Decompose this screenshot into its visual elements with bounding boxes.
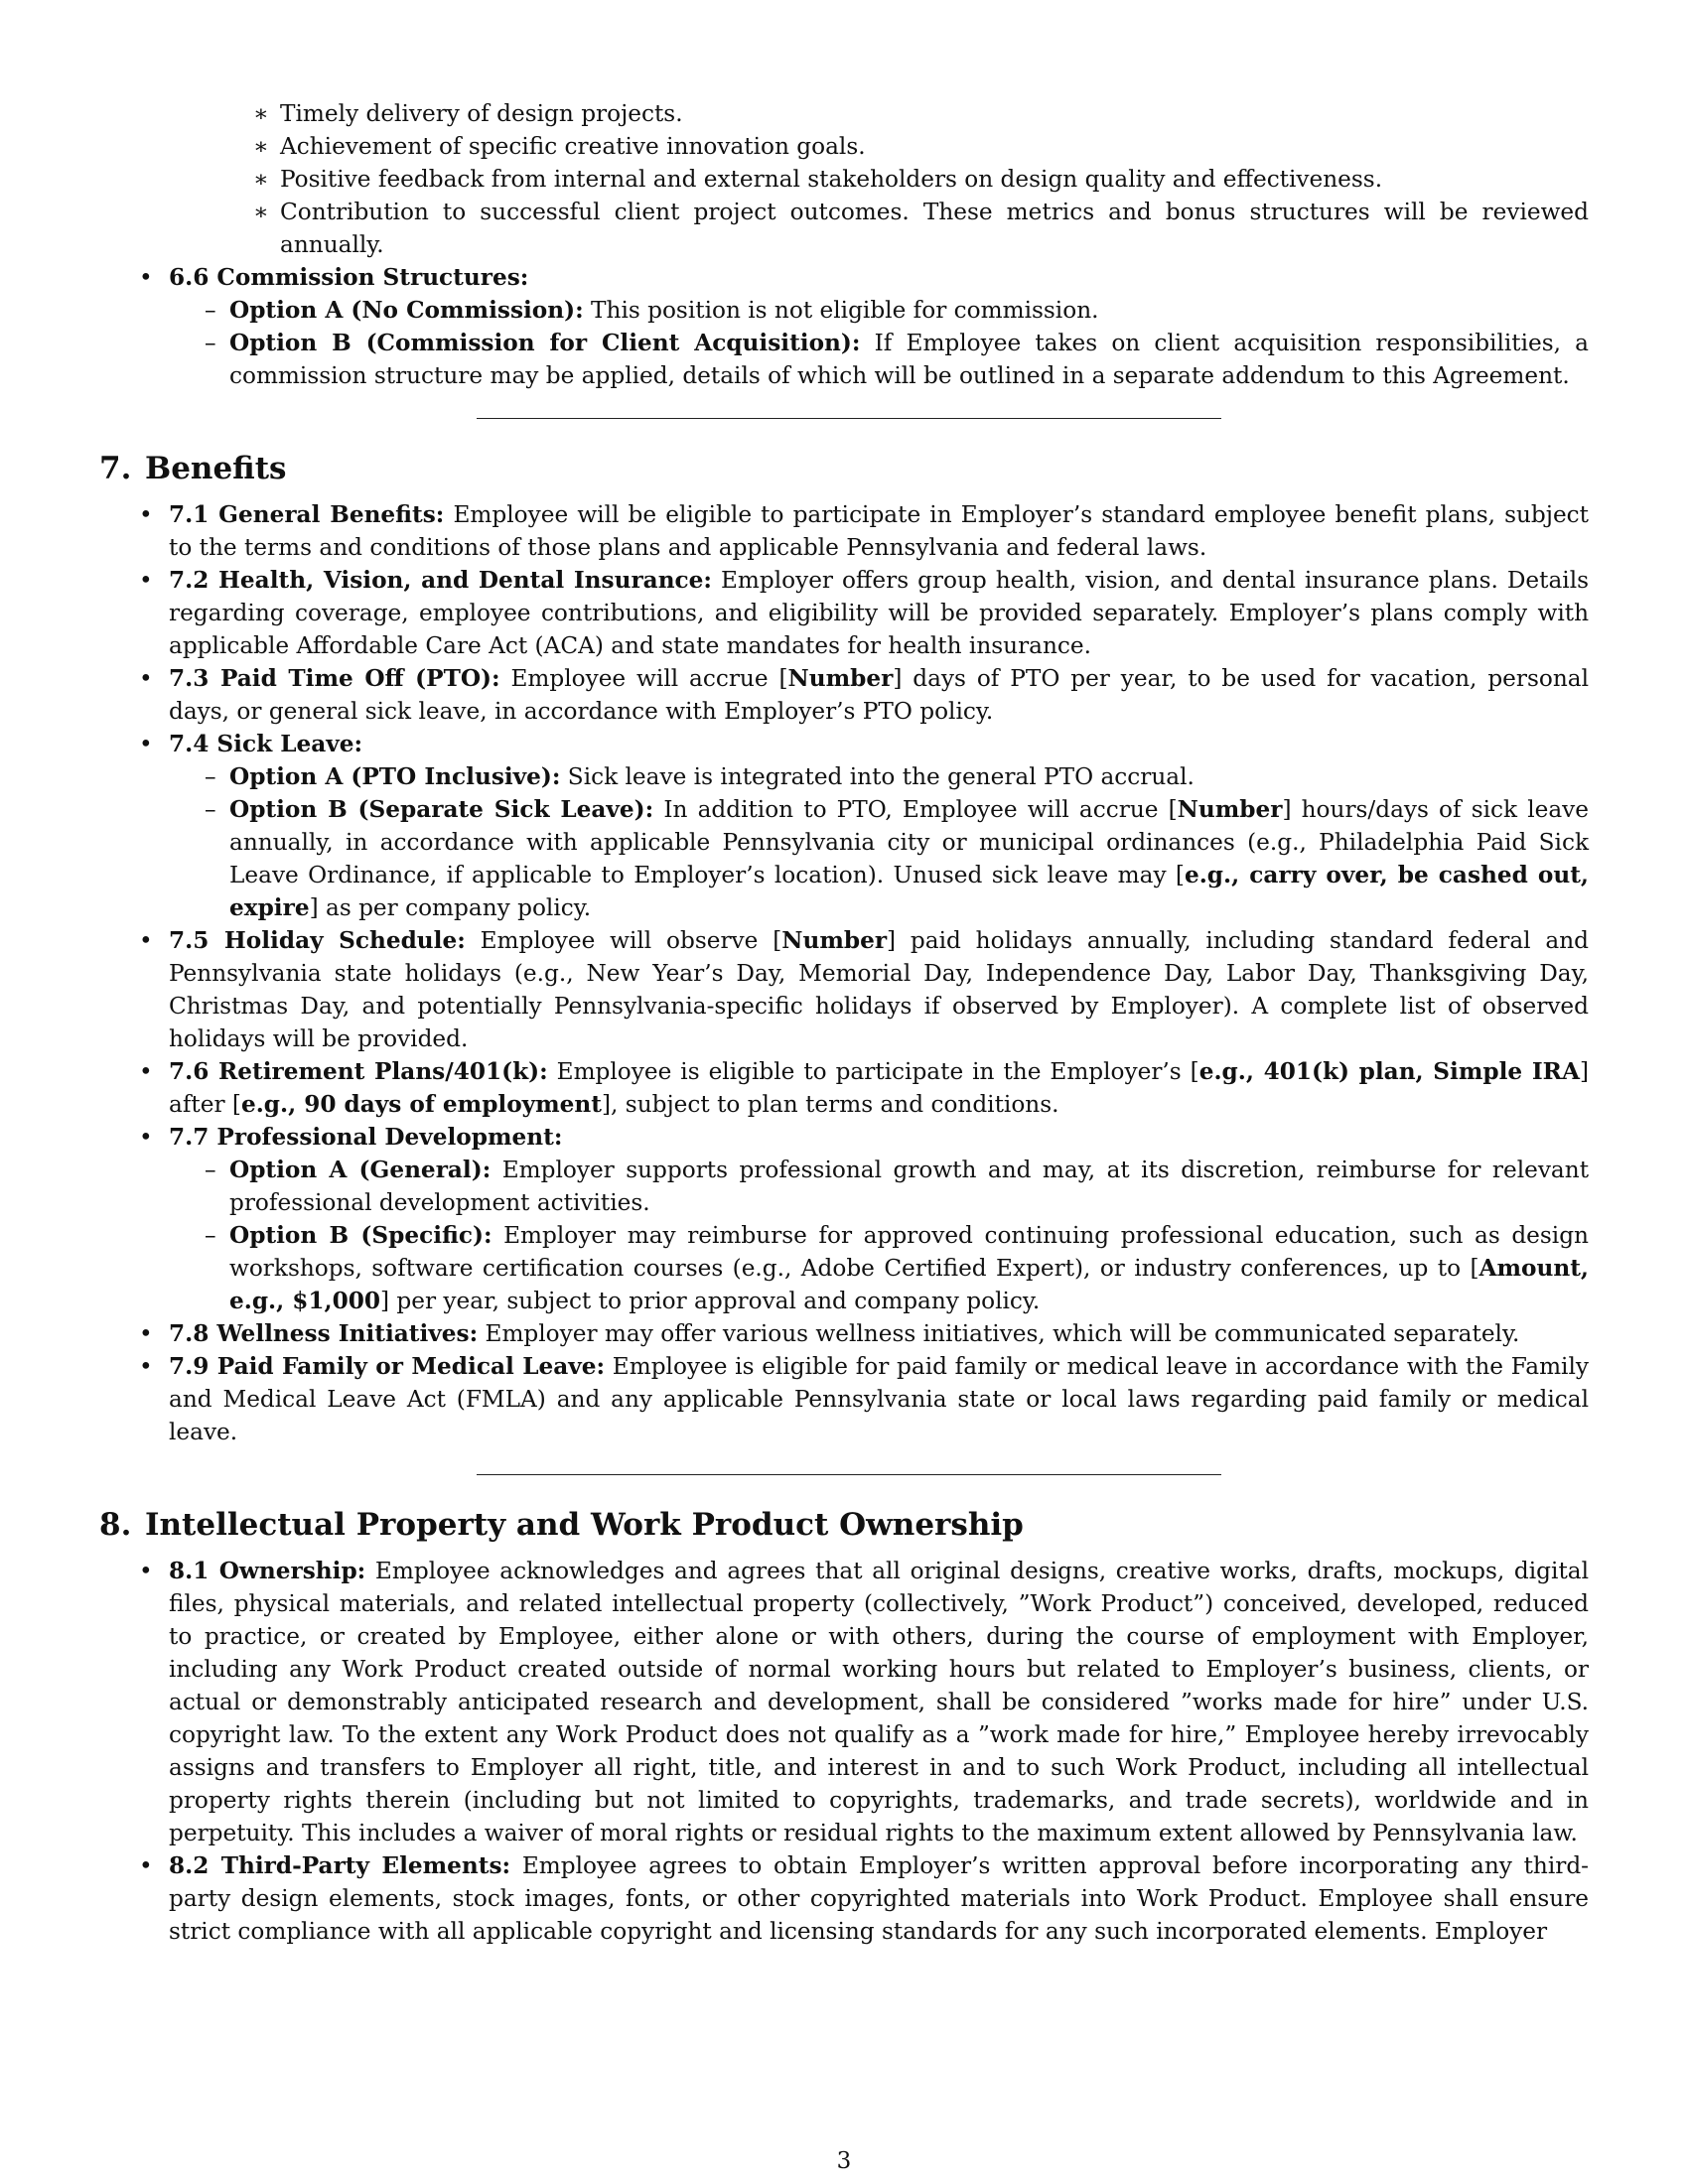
list-item: ∗ Achievement of specific creative innovation goals. [99, 130, 1589, 163]
list-item-8-2 [99, 1849, 1589, 1948]
section-title: Intellectual Property and Work Product Ownership [145, 1507, 1024, 1543]
list-item-7-7-b [99, 1219, 1589, 1317]
item-text: Employer may reimburse for approved continuing professional education, such as design workshops, software certification courses (e.g., Adobe Certified Expert), or industry conferences, up to [ [229, 1222, 1589, 1282]
section-heading-benefits [99, 449, 1589, 488]
item-label: Option B (Specific): [229, 1222, 492, 1249]
section-heading-ip [99, 1505, 1589, 1545]
list-item-7-7 [99, 1121, 1589, 1154]
item-label: 7.9 Paid Family or Medical Leave: [169, 1353, 606, 1380]
item-text: Employer supports professional growth and may, at its discretion, reimburse for relevant professional development activities. [229, 1157, 1590, 1216]
item-text: ] days of PTO per year, to be used for vacation, personal days, or general sick leave, in accordance with Employer’s PTO policy. [169, 665, 1589, 725]
item-text: Employee will accrue [ [499, 665, 788, 692]
metrics-list [99, 97, 1589, 261]
ip-list [99, 1555, 1589, 1948]
section-title: Benefits [145, 451, 287, 486]
item-text: ] as per company policy. [309, 894, 592, 921]
section-6-6 [99, 261, 1589, 392]
placeholder-field: e.g., carry over, be cashed out, expire [229, 862, 1590, 921]
item-text: Sick leave is integrated into the general PTO accrual. [560, 763, 1195, 790]
item-label: 7.7 Professional Development: [169, 1124, 563, 1151]
item-text: If Employee takes on client acquisition responsibilities, a commission structure may be applied, details of which will be outlined in a separate addendum to this Agreement. [229, 330, 1589, 389]
item-label: 7.4 Sick Leave: [169, 731, 363, 757]
list-item-6-6-b [99, 327, 1589, 392]
list-item-7-5 [99, 924, 1589, 1055]
list-item-7-4-a [99, 760, 1589, 793]
item-label: Option A (PTO Inclusive): [229, 763, 561, 790]
item-text: ] paid holidays annually, including standard federal and Pennsylvania state holidays (e.g., New Year’s Day, Memorial Day, Independence Day, Labor Day, Thanksgiving Day, Christmas Day, and potentially Pennsylvania-specific holidays if observed by Employer). A complete list of observed holidays will be provided. [169, 927, 1589, 1052]
item-label: Option B (Separate Sick Leave): [229, 796, 654, 823]
section-number: 7. [99, 451, 132, 486]
item-label: 7.8 Wellness Initiatives: [169, 1320, 479, 1347]
item-text: Employee acknowledges and agrees that all original designs, creative works, drafts, mockups, digital files, physical materials, and related intellectual property (collectively, ”Work Product”) conceived, developed, reduced to practice, or created by Employee, either alone or with others, during the course of employment with Employer, including any Work Product created outside of normal working hours but related to Employer’s business, clients, or actual or demonstrably anticipated research and development, shall be considered ”works made for hire” under U.S. copyright law. To the extent any Work Product does not qualify as a ”work made for hire,” Employee hereby irrevocably assigns and transfers to Employer all right, title, and interest in and to such Work Product, including all intellectual property rights therein (including but not limited to copyrights, trademarks, and trade secrets), worldwide and in perpetuity. This includes a waiver of moral rights or residual rights to the maximum extent allowed by Pennsylvania law. [169, 1558, 1589, 1846]
placeholder-field: e.g., 401(k) plan, Simple IRA [1198, 1058, 1580, 1085]
item-text: Employer offers group health, vision, and dental insurance plans. Details regarding coverage, employee contributions, and eligibility will be provided separately. Employer’s plans comply with applicable Affordable Care Act (ACA) and state mandates for health insurance. [169, 567, 1590, 659]
placeholder-field: Number [781, 927, 888, 954]
list-item-7-4 [99, 728, 1589, 760]
item-label: Option A (No Commission): [229, 297, 584, 324]
list-item: ∗ Positive feedback from internal and external stakeholders on design quality and effectiveness. [99, 163, 1589, 196]
item-text: ] per year, subject to prior approval and company policy. [380, 1288, 1041, 1314]
placeholder-field: Number [787, 665, 894, 692]
list-item-7-7-a [99, 1154, 1589, 1219]
item-label: Option B (Commission for Client Acquisition): [229, 330, 861, 356]
item-text: This position is not eligible for commission. [583, 297, 1099, 324]
item-label: 6.6 Commission Structures: [169, 264, 529, 291]
page-number: 3 [836, 2148, 852, 2174]
section-number: 8. [99, 1507, 132, 1543]
item-text: ] hours/days of sick leave annually, in accordance with applicable Pennsylvania city or municipal ordinances (e.g., Philadelphia Paid Sick Leave Ordinance, if applicable to Employer’s location). Unused sick leave may [ [229, 796, 1589, 888]
item-text: Employee is eligible to participate in the Employer’s [ [547, 1058, 1199, 1085]
item-label: Option A (General): [229, 1157, 492, 1183]
item-label: 7.2 Health, Vision, and Dental Insurance: [169, 567, 712, 594]
placeholder-field: Number [1177, 796, 1283, 823]
item-label: 7.3 Paid Time Off (PTO): [169, 665, 500, 692]
item-text: ], subject to plan terms and conditions. [602, 1091, 1059, 1118]
item-label: 7.5 Holiday Schedule: [169, 927, 466, 954]
list-item-7-2 [99, 564, 1589, 662]
item-text: In addition to PTO, Employee will accrue [ [653, 796, 1178, 823]
item-text: Employee will observe [ [465, 927, 782, 954]
placeholder-field: e.g., 90 days of employment [240, 1091, 603, 1118]
list-item-7-6 [99, 1055, 1589, 1121]
document-page [99, 97, 1589, 1948]
item-label: 8.2 Third-Party Elements: [169, 1852, 511, 1879]
item-text: Employee is eligible for paid family or medical leave in accordance with the Family and Medical Leave Act (FMLA) and any applicable Pennsylvania state or local laws regarding paid family or medical leave. [169, 1353, 1589, 1445]
placeholder-field: Amount, e.g., $1,000 [229, 1255, 1589, 1314]
list-item-6-6 [99, 261, 1589, 294]
list-item-8-1 [99, 1555, 1589, 1849]
list-item: ∗ Timely delivery of design projects. [99, 97, 1589, 130]
list-item: ∗ Contribution to successful client project outcomes. These metrics and bonus structures will be reviewed annually. [99, 196, 1589, 261]
item-label: 7.6 Retirement Plans/401(k): [169, 1058, 548, 1085]
list-item-7-8 [99, 1317, 1589, 1350]
benefits-list [99, 498, 1589, 1448]
item-text: ] after [ [169, 1058, 1589, 1118]
list-item-7-9 [99, 1350, 1589, 1448]
list-item-7-4-b [99, 793, 1589, 924]
item-label: 7.1 General Benefits: [169, 501, 445, 528]
item-text: Employee agrees to obtain Employer’s written approval before incorporating any third-party design elements, stock images, fonts, or other copyrighted materials into Work Product. Employee shall ensure strict compliance with all applicable copyright and licensing standards for any such incorporated elements. Employer [169, 1852, 1590, 1945]
item-text: Employee will be eligible to participate in Employer’s standard employee benefit plans, subject to the terms and conditions of those plans and applicable Pennsylvania and federal laws. [169, 501, 1589, 561]
item-text: Employer may offer various wellness initiatives, which will be communicated separately. [478, 1320, 1520, 1347]
item-label: 8.1 Ownership: [169, 1558, 366, 1584]
list-item-6-6-a [99, 294, 1589, 327]
list-item-7-3 [99, 662, 1589, 728]
list-item-7-1 [99, 498, 1589, 564]
